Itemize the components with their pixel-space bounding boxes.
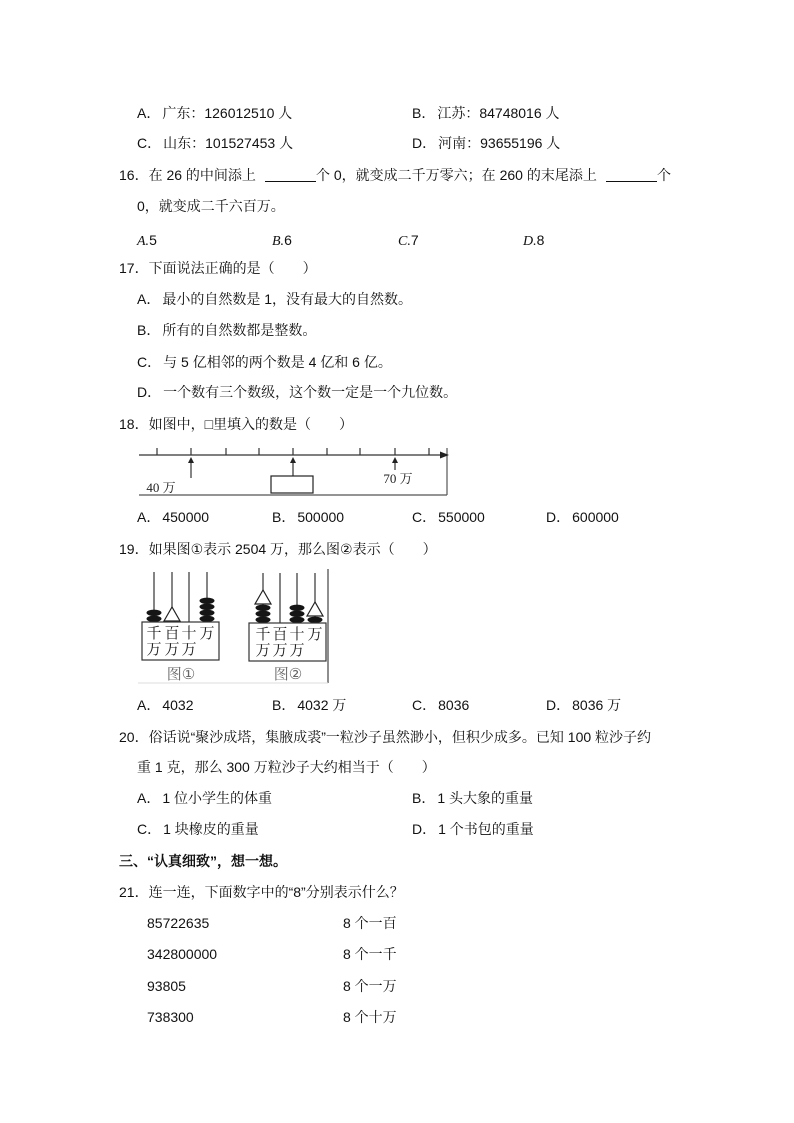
q18-stem [119, 415, 353, 433]
q16-blank-1[interactable] [265, 166, 316, 182]
bead-one-icon [290, 611, 305, 617]
q17-option-b [137, 321, 316, 339]
place-label: 万 [289, 641, 305, 659]
option-text: 6 [284, 232, 292, 248]
option-label: C. [398, 234, 411, 249]
question-number: 20． [119, 729, 149, 745]
stem-text: 如图中，□里填入的数是（ ） [148, 416, 354, 432]
q20-stem-line2: 重 1 克，那么 300 万粒沙子大约相当于（ ） [137, 759, 436, 775]
abacus-figure-2 [249, 573, 326, 683]
bead-one-icon [147, 610, 162, 616]
arrowhead-icon [290, 457, 296, 463]
abacus-figure-1 [142, 572, 219, 683]
option-text: 河南：93655196 人 [438, 135, 561, 151]
match-number[interactable]: 738300 [147, 1009, 194, 1025]
option-label: D． [412, 821, 437, 837]
option-label: A． [137, 790, 161, 806]
option-text: 600000 [572, 509, 619, 525]
option-label: A． [137, 509, 161, 525]
question-number: 17． [119, 260, 149, 276]
bead-one-icon [200, 616, 215, 622]
answer-box [271, 476, 313, 493]
number-line-figure [130, 440, 452, 500]
label-40-wan: 40 万 [146, 480, 176, 495]
q15-option-c [137, 134, 293, 152]
q16-stem-line2: 0，就变成二千六百万。 [137, 198, 285, 214]
abacus-beads [255, 590, 323, 623]
match-meaning[interactable]: 8 个一万 [343, 978, 397, 994]
option-label: D． [412, 135, 437, 151]
stem-text: 俗话说“聚沙成塔，集腋成裘”一粒沙子虽然渺小，但积少成多。已知 100 粒沙子约 [148, 729, 652, 745]
question-number: 16． [119, 167, 149, 183]
match-number[interactable]: 93805 [147, 978, 186, 994]
option-label: A． [137, 697, 161, 713]
q17-stem [119, 259, 317, 277]
match-meaning[interactable]: 8 个一百 [343, 915, 397, 931]
option-text: 550000 [438, 509, 485, 525]
option-label: B． [412, 790, 436, 806]
bead-one-icon [256, 605, 271, 611]
place-label: 万 [255, 641, 271, 659]
q15-option-a [137, 104, 292, 122]
place-label: 十 [181, 624, 197, 642]
option-text: 所有的自然数都是整数。 [162, 322, 317, 338]
q18-option-a [137, 508, 209, 526]
match-number[interactable]: 85722635 [147, 915, 210, 931]
bead-five-icon [255, 590, 271, 604]
q16-option-b [272, 231, 292, 249]
option-text: 8036 [438, 697, 470, 713]
figure-1-caption: 图① [166, 666, 196, 683]
option-text: 5 [149, 232, 157, 248]
bead-one-icon [256, 611, 271, 617]
bead-one-icon [200, 604, 215, 610]
question-number: 18． [119, 416, 149, 432]
q21-stem [119, 883, 404, 901]
option-label: D. [523, 234, 537, 249]
option-text: 广东：126012510 人 [162, 105, 293, 121]
option-label: B． [272, 697, 296, 713]
option-text: 4032 万 [297, 697, 347, 713]
axis-arrowhead-icon [440, 452, 449, 459]
option-label: C． [137, 135, 162, 151]
q16-blank-2[interactable] [606, 166, 657, 182]
abacus-figures [135, 565, 335, 690]
option-text: 1 块橡皮的重量 [163, 821, 259, 837]
option-label: A． [137, 105, 161, 121]
match-meaning[interactable]: 8 个十万 [343, 1009, 397, 1025]
option-text: 450000 [162, 509, 210, 525]
option-text: 8036 万 [572, 697, 622, 713]
figure-2-caption: 图② [273, 666, 303, 683]
match-number[interactable]: 342800000 [147, 946, 218, 962]
place-label: 万 [164, 640, 180, 658]
option-label: D． [546, 697, 571, 713]
q16-option-a [137, 231, 157, 249]
place-label: 百 [272, 625, 288, 643]
abacus-beads [147, 598, 215, 622]
place-label: 千 [146, 624, 162, 642]
number-line-ticks [157, 448, 429, 455]
option-text: 最小的自然数是 1，没有最大的自然数。 [162, 291, 413, 307]
match-meaning[interactable]: 8 个一千 [343, 946, 397, 962]
q17-option-d [137, 383, 457, 401]
section-3-heading: 三、“认真细致”，想一想。 [119, 853, 287, 869]
bead-one-icon [200, 598, 215, 604]
bead-one-icon [308, 617, 323, 623]
stem-text: 下面说法正确的是（ ） [148, 260, 317, 276]
q18-option-d [546, 508, 619, 526]
option-text: 1 头大象的重量 [437, 790, 534, 806]
q17-option-a [137, 290, 412, 308]
stem-text: 在 26 的中间添上 [148, 167, 256, 183]
option-label: B. [272, 234, 285, 249]
q16-stem-part2: 个 0，就变成二千万零六；在 260 的末尾添上 [316, 167, 597, 183]
q16-option-d [523, 231, 544, 249]
q20-option-b [412, 789, 533, 807]
place-label: 万 [146, 640, 162, 658]
option-text: 江苏：84748016 人 [437, 105, 560, 121]
label-70-wan: 70 万 [383, 471, 413, 486]
q19-option-b [272, 696, 346, 714]
place-label: 万 [307, 625, 323, 643]
option-label: D． [137, 384, 162, 400]
q20-option-c [137, 820, 259, 838]
place-label: 十 [289, 625, 305, 643]
place-label: 万 [199, 624, 215, 642]
option-label: B． [272, 509, 296, 525]
bead-five-icon [164, 607, 180, 621]
option-text: 与 5 亿相邻的两个数是 4 亿和 6 亿。 [163, 354, 392, 370]
option-label: D． [546, 509, 571, 525]
option-text: 山东：101527453 人 [163, 135, 294, 151]
place-label: 百 [164, 624, 180, 642]
q18-option-c [412, 508, 485, 526]
option-text: 500000 [297, 509, 345, 525]
q20-option-a [137, 789, 272, 807]
bead-one-icon [147, 616, 162, 622]
q19-stem [119, 540, 437, 558]
q15-option-d [412, 134, 560, 152]
q17-option-c [137, 353, 392, 371]
option-label: C． [412, 509, 437, 525]
option-label: C． [137, 821, 162, 837]
bead-one-icon [290, 617, 305, 623]
option-text: 8 [536, 232, 545, 248]
q16-stem-part3: 个 [657, 167, 671, 183]
option-label: B． [137, 322, 161, 338]
arrowhead-icon [392, 457, 398, 463]
question-number: 21． [119, 884, 149, 900]
q18-option-b [272, 508, 344, 526]
q15-option-b [412, 104, 560, 122]
question-number: 19． [119, 541, 149, 557]
arrowhead-icon [188, 457, 194, 463]
place-label: 万 [181, 640, 197, 658]
q19-option-c [412, 696, 469, 714]
option-text: 4032 [162, 697, 194, 713]
place-label: 千 [255, 625, 271, 643]
stem-text: 连一连，下面数字中的“8”分别表示什么？ [148, 884, 404, 900]
option-text: 一个数有三个数级，这个数一定是一个九位数。 [163, 384, 458, 400]
q19-option-d [546, 696, 621, 714]
place-label: 万 [272, 641, 288, 659]
option-label: A． [137, 291, 161, 307]
q19-option-a [137, 696, 194, 714]
q20-stem-line1 [119, 728, 651, 746]
option-label: C． [137, 354, 162, 370]
option-label: B． [412, 105, 436, 121]
option-label: C． [412, 697, 437, 713]
bead-one-icon [256, 617, 271, 623]
option-label: A. [137, 234, 150, 249]
q16-option-c [398, 231, 419, 249]
bead-one-icon [200, 610, 215, 616]
stem-text: 如果图①表示 2504 万，那么图②表示（ ） [148, 541, 437, 557]
option-text: 1 位小学生的体重 [162, 790, 273, 806]
q16-stem-part1 [119, 166, 256, 184]
q20-option-d [412, 820, 534, 838]
bead-one-icon [290, 605, 305, 611]
option-text: 7 [410, 232, 419, 248]
bead-five-icon [307, 602, 323, 616]
option-text: 1 个书包的重量 [438, 821, 534, 837]
